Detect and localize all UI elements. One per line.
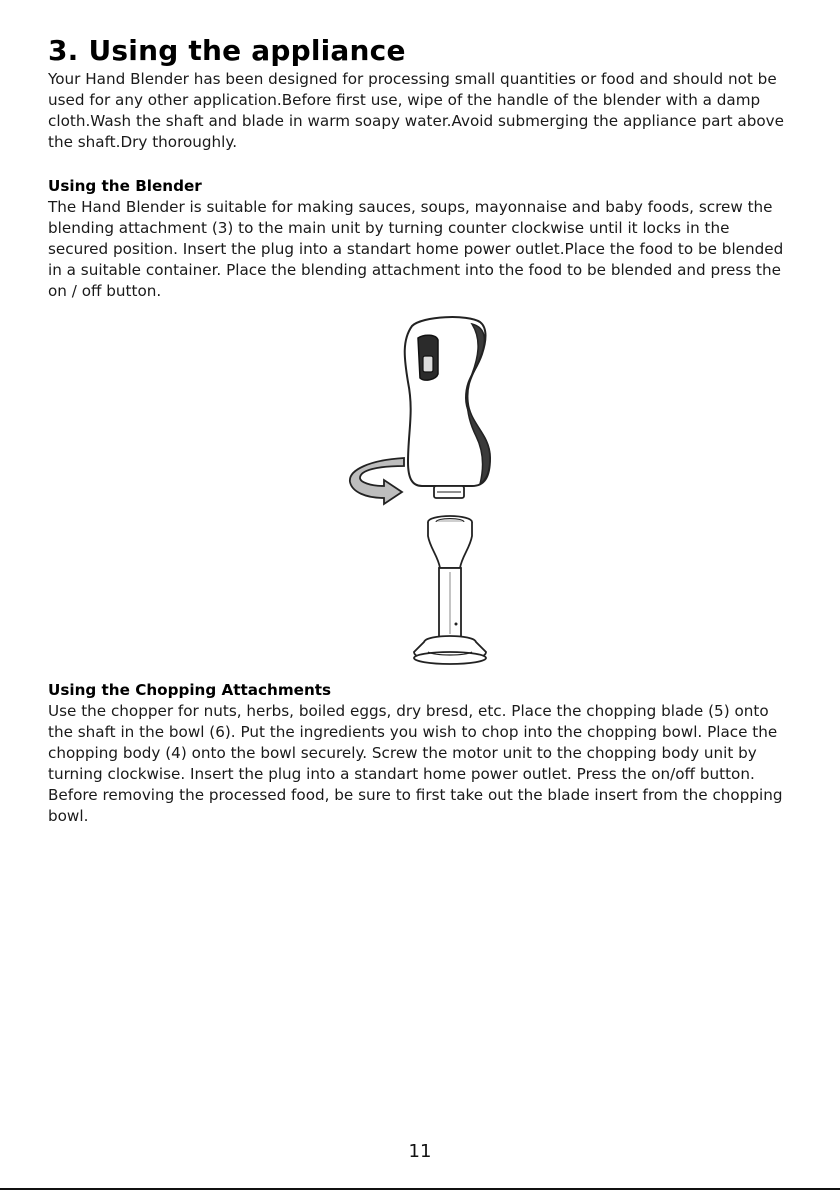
section-heading-chopping: Using the Chopping Attachments xyxy=(48,681,332,699)
blending-attachment-illustration xyxy=(414,516,486,664)
page-number: 11 xyxy=(408,1141,432,1162)
hand-blender-illustration xyxy=(340,312,500,674)
rotate-arrow-icon xyxy=(350,458,404,504)
section-body-blender: The Hand Blender is suitable for making sauces, soups, mayonnaise and baby foods, screw the blending attachment (3) to the main unit by turning counter clockwise until it locks in the secured position. Insert the plug into a standart home power outlet.Place the food to be blended in a suitable container. Place the blending attachment into the food to be blended and press the on / off button. xyxy=(48,198,784,300)
section-body-chopping: Use the chopper for nuts, herbs, boiled eggs, dry bresd, etc. Place the chopping blade (5) onto the shaft in the bowl (6). Put the ingredients you wish to chop into the chopping bowl. Place the chopping body (4) onto the bowl securely. Screw the motor unit to the chopping body unit by turning clockwise. Insert the plug into a standart home power outlet. Press the on/off button. Before removing the processed food, be sure to first take out the blade insert from the chopping bowl. xyxy=(48,702,783,825)
motor-unit-illustration xyxy=(405,317,490,498)
bottom-rule xyxy=(0,1188,840,1190)
section-heading-blender: Using the Blender xyxy=(48,177,202,195)
power-button-illustration xyxy=(423,356,433,372)
page-title: 3. Using the appliance xyxy=(48,34,406,67)
intro-paragraph: Your Hand Blender has been designed for processing small quantities or food and should not be used for any other application.Before first use, wipe of the handle of the blender with a damp cloth.Wash the shaft and blade in warm soapy water.Avoid submerging the appliance part above the shaft.Dry thoroughly. xyxy=(48,70,784,151)
